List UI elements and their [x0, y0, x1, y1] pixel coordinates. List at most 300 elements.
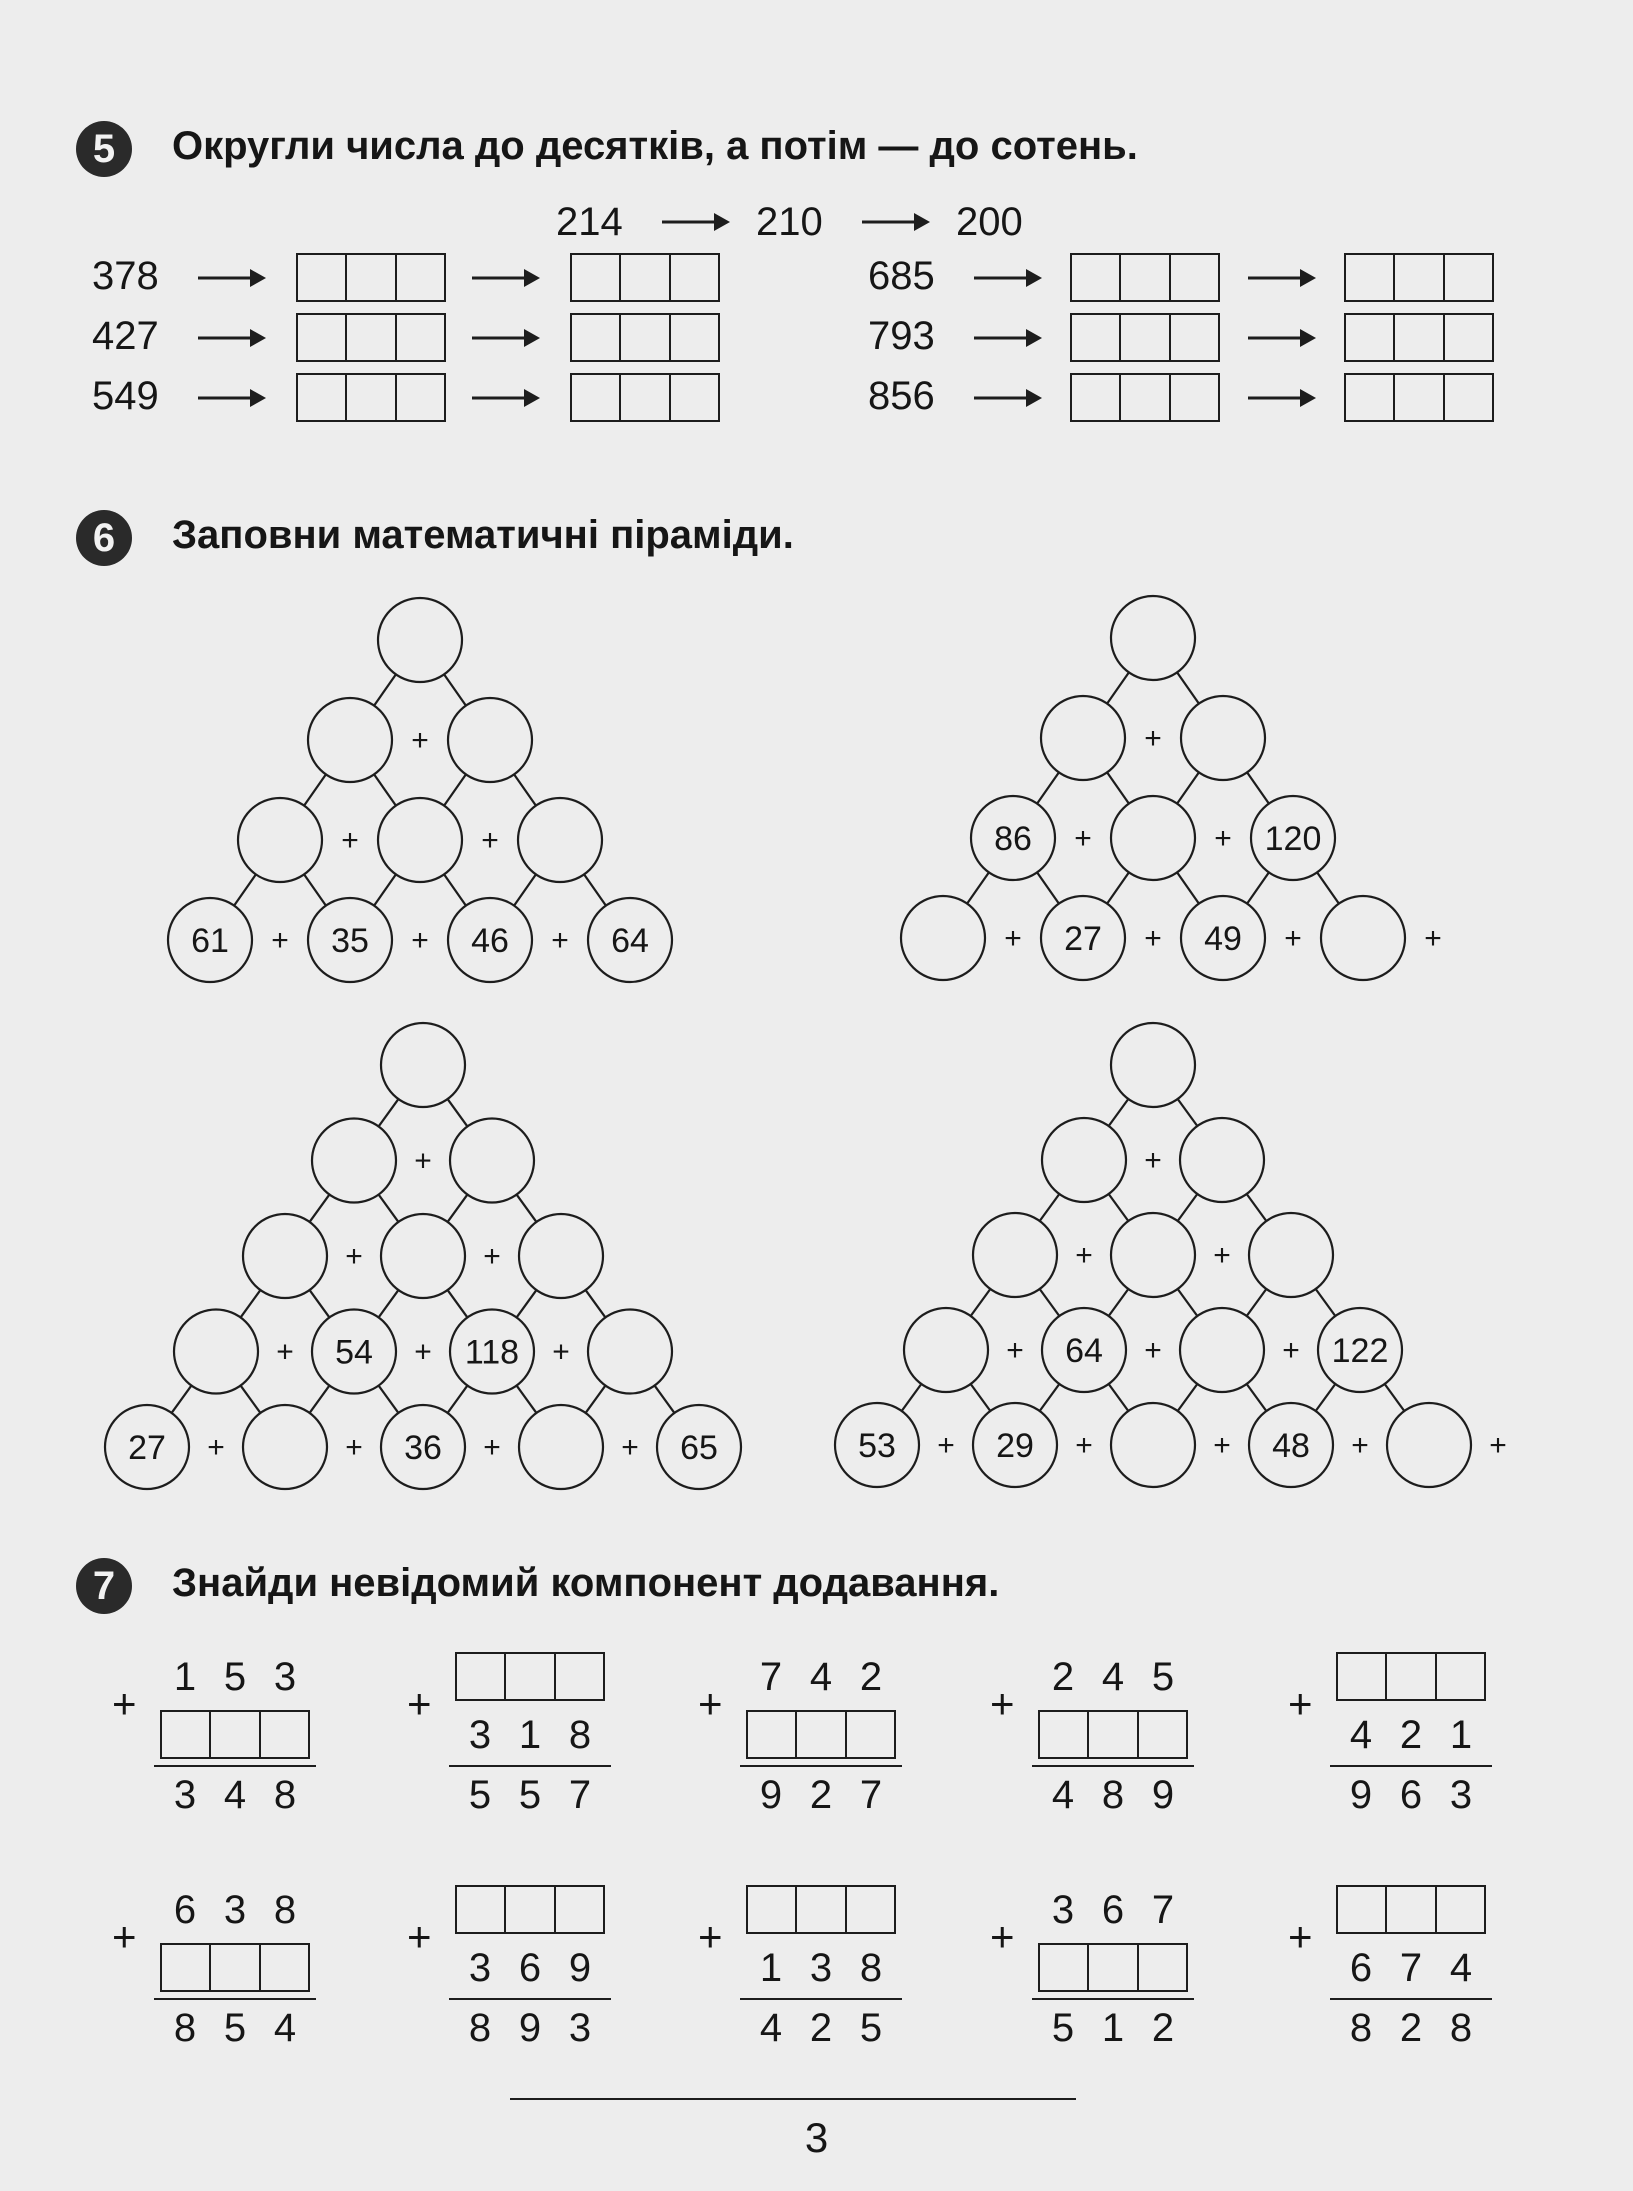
digit: 2 — [809, 1773, 833, 1817]
answer-box[interactable] — [455, 1652, 605, 1701]
pyramid-edge — [310, 1290, 330, 1317]
digit: 5 — [1051, 2006, 1075, 2050]
answer-box[interactable] — [1038, 1710, 1188, 1759]
pyramid-empty-cell[interactable] — [378, 598, 462, 682]
digit: 8 — [273, 1888, 297, 1932]
digit: 1 — [1101, 2006, 1125, 2050]
digit-cell[interactable] — [847, 1712, 894, 1757]
digit: 7 — [759, 1655, 783, 1699]
pyramid-empty-cell[interactable] — [308, 698, 392, 782]
digit-cell[interactable] — [1338, 1654, 1387, 1699]
digit-cell[interactable] — [847, 1887, 894, 1932]
pyramid-empty-cell[interactable] — [1387, 1403, 1471, 1487]
digit: 5 — [223, 2006, 247, 2050]
plus-sign: + — [1288, 1913, 1313, 1960]
plus-sign: + — [698, 1913, 723, 1960]
digit: 4 — [223, 1773, 247, 1817]
digit: 8 — [273, 1773, 297, 1817]
pyramid-value: 27 — [1064, 920, 1102, 958]
pyramid-edge — [514, 774, 536, 805]
task-7-title: Знайди невідомий компонент додавання. — [172, 1561, 1000, 1605]
number — [1038, 1652, 1188, 1702]
number — [1038, 1885, 1188, 1935]
sum-line — [740, 1765, 902, 1767]
pyramid-empty-cell[interactable] — [973, 1213, 1057, 1297]
pyramid-edge — [1316, 1384, 1336, 1411]
pyramid-edge — [1177, 772, 1199, 803]
number-to-round: 793 — [868, 314, 935, 358]
number — [455, 2003, 605, 2053]
plus-sign: + — [1144, 1144, 1162, 1177]
pyramid-edge — [310, 1195, 330, 1222]
pyramid-empty-cell[interactable] — [518, 798, 602, 882]
sum-line — [154, 1998, 316, 2000]
digit-cell[interactable] — [1437, 1654, 1484, 1699]
pyramid-edge — [1317, 872, 1339, 903]
digit-cell[interactable] — [261, 1712, 308, 1757]
digit: 2 — [1399, 1713, 1423, 1757]
pyramid-value: 35 — [331, 922, 369, 960]
number — [455, 1710, 605, 1760]
digit: 6 — [1349, 1946, 1373, 1990]
pyramid-edge — [517, 1290, 537, 1317]
number — [746, 2003, 896, 2053]
plus-sign: + — [483, 1431, 501, 1464]
pyramid-edge — [1177, 872, 1199, 903]
pyramid-empty-cell[interactable] — [450, 1119, 534, 1203]
plus-sign: + — [1213, 1239, 1231, 1272]
pyramid-empty-cell[interactable] — [174, 1310, 258, 1394]
digit: 2 — [1051, 1655, 1075, 1699]
pyramid-edge — [584, 874, 606, 905]
pyramid-edge — [172, 1386, 192, 1413]
digit: 4 — [273, 2006, 297, 2050]
digit-cell[interactable] — [748, 1887, 797, 1932]
digit: 3 — [468, 1713, 492, 1757]
plus-sign: + — [411, 724, 429, 757]
digit-cell[interactable] — [211, 1945, 260, 1990]
digit: 8 — [1449, 2006, 1473, 2050]
example-hundreds: 200 — [956, 200, 1023, 244]
plus-sign: + — [407, 1913, 432, 1960]
pyramid-value: 49 — [1204, 920, 1242, 958]
plus-sign: + — [481, 824, 499, 857]
number-to-round: 427 — [92, 314, 159, 358]
digit: 6 — [1399, 1773, 1423, 1817]
digit-cell[interactable] — [211, 1712, 260, 1757]
pyramid-empty-cell[interactable] — [381, 1214, 465, 1298]
digit: 6 — [1101, 1888, 1125, 1932]
digit: 3 — [809, 1946, 833, 1990]
plus-sign: + — [112, 1913, 137, 1960]
answer-box[interactable] — [455, 1885, 605, 1934]
answer-box[interactable] — [1336, 1652, 1486, 1701]
plus-sign: + — [698, 1680, 723, 1727]
pyramid-empty-cell[interactable] — [1111, 596, 1195, 680]
digit: 2 — [809, 2006, 833, 2050]
pyramid-empty-cell[interactable] — [1321, 896, 1405, 980]
digit-cell[interactable] — [506, 1887, 555, 1932]
sum-line — [1330, 1998, 1492, 2000]
pyramid-edge — [1247, 1289, 1267, 1316]
digit: 3 — [223, 1888, 247, 1932]
pyramid-value: 64 — [611, 922, 649, 960]
digit: 3 — [273, 1655, 297, 1699]
pyramid-edge — [379, 1195, 399, 1222]
pyramid-empty-cell[interactable] — [901, 896, 985, 980]
pyramid-empty-cell[interactable] — [238, 798, 322, 882]
pyramid-value: 29 — [996, 1427, 1034, 1465]
answer-box[interactable] — [160, 1710, 310, 1759]
pyramid-edge — [1178, 1384, 1198, 1411]
plus-sign: + — [551, 924, 569, 957]
number — [455, 1943, 605, 1993]
pyramid-empty-cell[interactable] — [519, 1405, 603, 1489]
digit: 2 — [1151, 2006, 1175, 2050]
pyramid-empty-cell[interactable] — [1111, 1023, 1195, 1107]
pyramid-edge — [234, 874, 256, 905]
digit: 7 — [1151, 1888, 1175, 1932]
number-to-round: 378 — [92, 254, 159, 298]
plus-sign: + — [621, 1431, 639, 1464]
plus-sign: + — [1284, 922, 1302, 955]
plus-sign: + — [1004, 922, 1022, 955]
number — [1038, 2003, 1188, 2053]
pyramid-edge — [1040, 1194, 1060, 1221]
pyramid-empty-cell[interactable] — [243, 1405, 327, 1489]
task-6-badge: 6 — [76, 510, 132, 566]
task-5-title: Округли числа до десятків, а потім — до сотень. — [172, 124, 1138, 168]
plus-sign: + — [1213, 1429, 1231, 1462]
pyramid-empty-cell[interactable] — [1042, 1118, 1126, 1202]
number — [1336, 1770, 1486, 1820]
pyramid-edge — [310, 1386, 330, 1413]
digit-cell[interactable] — [1387, 1887, 1436, 1932]
pyramid-value: 61 — [191, 922, 229, 960]
digit: 4 — [759, 2006, 783, 2050]
digit-cell[interactable] — [1089, 1712, 1138, 1757]
plus-sign: + — [276, 1335, 294, 1369]
pyramid-value: 122 — [1331, 1332, 1389, 1370]
pyramid-empty-cell[interactable] — [904, 1308, 988, 1392]
sum-line — [1032, 1765, 1194, 1767]
digit: 7 — [1399, 1946, 1423, 1990]
number — [160, 1770, 310, 1820]
pyramid-edge — [1177, 672, 1199, 703]
pyramid-edge — [379, 1290, 399, 1317]
pyramid-edge — [1247, 772, 1269, 803]
digit-cell[interactable] — [457, 1654, 506, 1699]
digit: 9 — [1349, 1773, 1373, 1817]
digit-cell[interactable] — [1437, 1887, 1484, 1932]
digit: 5 — [468, 1773, 492, 1817]
digit-cell[interactable] — [1387, 1654, 1436, 1699]
digit: 9 — [1151, 1773, 1175, 1817]
digit: 4 — [1101, 1655, 1125, 1699]
pyramid-edge — [374, 774, 396, 805]
plus-sign: + — [1006, 1334, 1024, 1367]
pyramid — [105, 1023, 741, 1489]
pyramid-edge — [514, 874, 536, 905]
pyramid-value: 86 — [994, 820, 1032, 858]
pyramid-edge — [586, 1386, 606, 1413]
number — [1336, 2003, 1486, 2053]
pyramid-edge — [902, 1384, 922, 1411]
digit: 6 — [518, 1946, 542, 1990]
plus-sign: + — [990, 1913, 1015, 1960]
digit-cell[interactable] — [506, 1654, 555, 1699]
digit: 4 — [1051, 1773, 1075, 1817]
digit: 8 — [1349, 2006, 1373, 2050]
digit: 8 — [859, 1946, 883, 1990]
plus-sign: + — [207, 1431, 225, 1464]
pyramid-edge — [586, 1290, 606, 1317]
answer-box[interactable] — [746, 1710, 896, 1759]
digit: 5 — [859, 2006, 883, 2050]
pyramid-empty-cell[interactable] — [448, 698, 532, 782]
digit: 3 — [173, 1773, 197, 1817]
pyramid-edge — [1040, 1384, 1060, 1411]
number-to-round: 856 — [868, 374, 935, 418]
number — [160, 1652, 310, 1702]
digit: 9 — [518, 2006, 542, 2050]
digit: 1 — [1449, 1713, 1473, 1757]
pyramid-value: 48 — [1272, 1427, 1310, 1465]
digit: 3 — [468, 1946, 492, 1990]
pyramid-edge — [379, 1099, 399, 1126]
pyramid-edge — [444, 674, 466, 705]
digit: 9 — [759, 1773, 783, 1817]
pyramid-empty-cell[interactable] — [1111, 796, 1195, 880]
digit: 6 — [173, 1888, 197, 1932]
number — [160, 1885, 310, 1935]
number — [1336, 1943, 1486, 1993]
pyramid-edge — [1178, 1099, 1198, 1126]
pyramid-edge — [241, 1290, 261, 1317]
pyramid-edge — [444, 874, 466, 905]
sum-line — [1032, 1998, 1194, 2000]
answer-box[interactable] — [746, 1885, 896, 1934]
number — [746, 1770, 896, 1820]
digit: 7 — [568, 1773, 592, 1817]
plus-sign: + — [411, 924, 429, 957]
digit: 5 — [223, 1655, 247, 1699]
pyramid-empty-cell[interactable] — [1111, 1213, 1195, 1297]
sum-line — [449, 1998, 611, 2000]
pyramid-edge — [971, 1289, 991, 1316]
digit: 3 — [568, 2006, 592, 2050]
pyramid-edge — [1247, 1384, 1267, 1411]
pyramid-edge — [304, 874, 326, 905]
pyramid-edge — [1107, 772, 1129, 803]
plus-sign: + — [345, 1431, 363, 1464]
digit-cell[interactable] — [556, 1887, 603, 1932]
task-5-badge: 5 — [76, 121, 132, 177]
pyramid-edge — [1247, 872, 1269, 903]
pyramid-value: 54 — [335, 1333, 373, 1372]
pyramid-edge — [1247, 1194, 1267, 1221]
plus-sign: + — [271, 924, 289, 957]
digit: 3 — [1449, 1773, 1473, 1817]
plus-sign: + — [1075, 1239, 1093, 1272]
pyramid-value: 27 — [128, 1429, 166, 1467]
plus-sign: + — [1489, 1429, 1507, 1462]
plus-sign: + — [483, 1240, 501, 1273]
digit-cell[interactable] — [797, 1887, 846, 1932]
example-start: 214 — [556, 200, 623, 244]
plus-sign: + — [1288, 1680, 1313, 1727]
answer-box[interactable] — [1038, 1943, 1188, 1992]
digit-cell[interactable] — [1040, 1712, 1089, 1757]
sum-line — [740, 1998, 902, 2000]
answer-box[interactable] — [160, 1943, 310, 1992]
plus-sign: + — [112, 1680, 137, 1727]
pyramid-edge — [1037, 772, 1059, 803]
pyramid-empty-cell[interactable] — [1249, 1213, 1333, 1297]
digit: 5 — [518, 1773, 542, 1817]
digit: 9 — [568, 1946, 592, 1990]
digit: 1 — [173, 1655, 197, 1699]
number — [455, 1770, 605, 1820]
pyramid-edge — [1178, 1194, 1198, 1221]
pyramid-empty-cell[interactable] — [1180, 1308, 1264, 1392]
number — [1336, 1710, 1486, 1760]
digit: 4 — [1449, 1946, 1473, 1990]
digit-cell[interactable] — [1040, 1945, 1089, 1990]
number-to-round: 549 — [92, 374, 159, 418]
digit-cell[interactable] — [797, 1712, 846, 1757]
digit: 2 — [1399, 2006, 1423, 2050]
digit: 8 — [173, 2006, 197, 2050]
digit-cell[interactable] — [1139, 1945, 1186, 1990]
plus-sign: + — [990, 1680, 1015, 1727]
plus-sign: + — [1144, 1334, 1162, 1367]
plus-sign: + — [1144, 722, 1162, 755]
pyramid-edge — [1109, 1194, 1129, 1221]
digit-cell[interactable] — [162, 1945, 211, 1990]
pyramid — [901, 596, 1442, 980]
plus-sign: + — [414, 1144, 432, 1178]
pyramid-edge — [1107, 872, 1129, 903]
pyramid-edge — [448, 1386, 468, 1413]
digit-cell[interactable] — [162, 1712, 211, 1757]
pyramid-edge — [1109, 1099, 1129, 1126]
plus-sign: + — [345, 1240, 363, 1273]
digit-cell[interactable] — [1089, 1945, 1138, 1990]
plus-sign: + — [1282, 1334, 1300, 1367]
plus-sign: + — [937, 1429, 955, 1462]
pyramid — [835, 1023, 1507, 1487]
page-number: 3 — [804, 2114, 829, 2161]
number — [160, 2003, 310, 2053]
digit: 4 — [1349, 1713, 1373, 1757]
pyramid-empty-cell[interactable] — [1111, 1403, 1195, 1487]
pyramid-edge — [1109, 1289, 1129, 1316]
pyramid-value: 120 — [1264, 820, 1322, 858]
digit-cell[interactable] — [457, 1887, 506, 1932]
digit-cell[interactable] — [261, 1945, 308, 1990]
number — [746, 1652, 896, 1702]
digit: 7 — [859, 1773, 883, 1817]
pyramid-edge — [517, 1386, 537, 1413]
pyramid-edge — [241, 1386, 261, 1413]
pyramid-empty-cell[interactable] — [381, 1023, 465, 1107]
pyramid-empty-cell[interactable] — [588, 1310, 672, 1394]
pyramid-empty-cell[interactable] — [243, 1214, 327, 1298]
digit: 8 — [468, 2006, 492, 2050]
pyramid-value: 36 — [404, 1429, 442, 1467]
digit-cell[interactable] — [556, 1654, 603, 1699]
pyramid-edge — [1316, 1289, 1336, 1316]
sum-line — [1330, 1765, 1492, 1767]
pyramid-empty-cell[interactable] — [312, 1119, 396, 1203]
digit: 2 — [859, 1655, 883, 1699]
pyramid-edge — [448, 1099, 468, 1126]
pyramid-edge — [444, 774, 466, 805]
plus-sign: + — [1351, 1429, 1369, 1462]
digit: 1 — [759, 1946, 783, 1990]
plus-sign: + — [1075, 1429, 1093, 1462]
pyramid-edge — [374, 674, 396, 705]
digit-cell[interactable] — [748, 1712, 797, 1757]
number-to-round: 685 — [868, 254, 935, 298]
pyramid-edge — [1178, 1289, 1198, 1316]
digit-cell[interactable] — [1139, 1712, 1186, 1757]
pyramid-value: 64 — [1065, 1332, 1103, 1370]
pyramid-edge — [655, 1386, 675, 1413]
pyramid-empty-cell[interactable] — [1181, 696, 1265, 780]
number — [746, 1943, 896, 1993]
sum-line — [154, 1765, 316, 1767]
pyramid-value: 53 — [858, 1427, 896, 1465]
pyramid-edge — [517, 1195, 537, 1222]
pyramid-edge — [1109, 1384, 1129, 1411]
task-6-title: Заповни математичні піраміди. — [172, 513, 794, 557]
task-7-badge: 7 — [76, 1558, 132, 1614]
plus-sign: + — [552, 1335, 570, 1369]
pyramid-edge — [1037, 872, 1059, 903]
digit: 8 — [1101, 1773, 1125, 1817]
answer-box[interactable] — [1336, 1885, 1486, 1934]
plus-sign: + — [1144, 922, 1162, 955]
pyramid-edge — [1385, 1384, 1405, 1411]
pyramid-edge — [374, 874, 396, 905]
number — [1038, 1770, 1188, 1820]
pyramid-edge — [967, 872, 989, 903]
digit: 5 — [1151, 1655, 1175, 1699]
pyramid-empty-cell[interactable] — [378, 798, 462, 882]
digit: 8 — [568, 1713, 592, 1757]
pyramid-empty-cell[interactable] — [1041, 696, 1125, 780]
plus-sign: + — [1074, 822, 1092, 855]
plus-sign: + — [407, 1680, 432, 1727]
pyramid-edge — [1040, 1289, 1060, 1316]
plus-sign: + — [341, 824, 359, 857]
sum-line — [449, 1765, 611, 1767]
digit-cell[interactable] — [1338, 1887, 1387, 1932]
digit: 4 — [809, 1655, 833, 1699]
pyramid-edge — [971, 1384, 991, 1411]
digit: 1 — [518, 1713, 542, 1757]
plus-sign: + — [1214, 822, 1232, 855]
pyramid-empty-cell[interactable] — [519, 1214, 603, 1298]
pyramid-value: 46 — [471, 922, 509, 960]
pyramid-empty-cell[interactable] — [1180, 1118, 1264, 1202]
pyramid-edge — [379, 1386, 399, 1413]
pyramid — [168, 598, 672, 982]
footer-rule — [510, 2098, 1076, 2100]
pyramid-value: 65 — [680, 1429, 718, 1467]
